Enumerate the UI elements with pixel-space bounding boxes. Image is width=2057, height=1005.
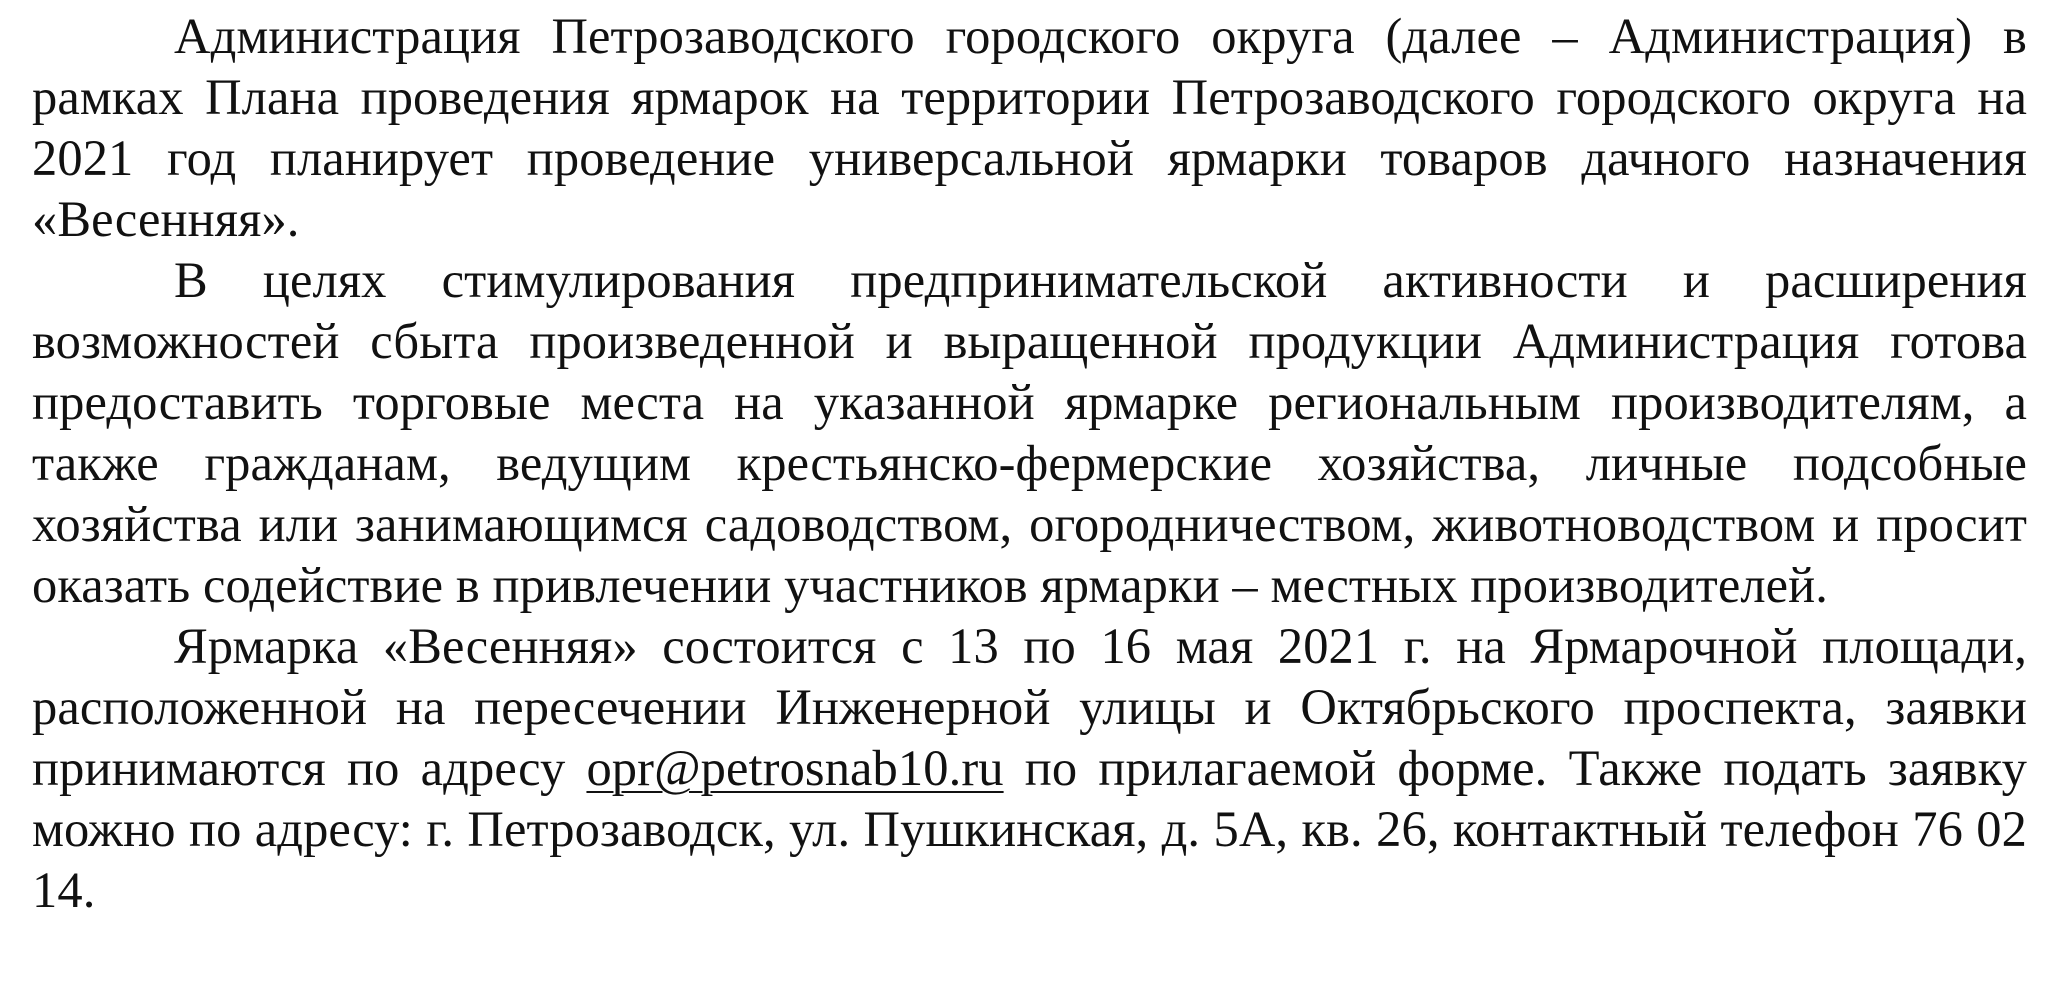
paragraph-fair-details — [32, 616, 2027, 921]
paragraph-fair-announcement: Администрация Петрозаводского городского округа (далее – Администрация) в рамках Плана проведения ярмарок на территории Петрозаводского городского округа на 2021 год планирует проведение универсальной ярмарки товаров дачного назначения «Весенняя». — [32, 8, 2027, 247]
fair-details-text-start: Ярмарка «Весенняя» состоится с 13 по 16 мая 2021 г. на Ярмарочной площади, расположенной на пересечении Инженерной улицы и Октябрьского проспекта, заявки принимаются по адресу — [32, 618, 2027, 796]
document-page — [32, 6, 2027, 1001]
fair-details-text-end: по прилагаемой форме. Также подать заявку можно по адресу: г. Петрозаводск, ул. Пушкинская, д. 5А, кв. 26, контактный телефон 76 02 14. — [32, 740, 2027, 918]
paragraph-participation-invitation: В целях стимулирования предпринимательской активности и расширения возможностей сбыта произведенной и выращенной продукции Администрация готова предоставить торговые места на указанной ярмарке региональным производителям, а также гражданам, ведущим крестьянско-фермерские хозяйства, личные подсобные хозяйства или занимающимся садоводством, огородничеством, животноводством и просит оказать содействие в привлечении участников ярмарки – местных производителей. — [32, 252, 2027, 613]
email-link[interactable]: opr@petrosnab10.ru — [586, 740, 1004, 796]
